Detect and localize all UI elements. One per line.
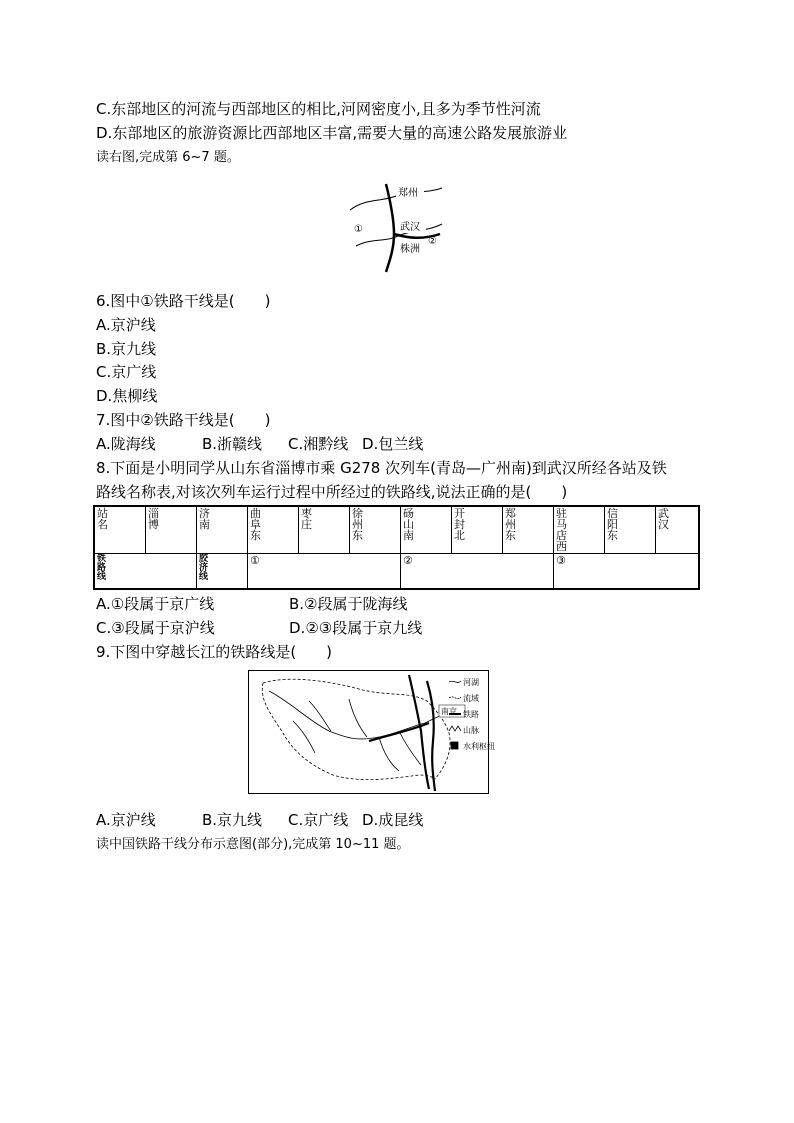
q7-stem: 7.图中②铁路干线是( ) — [96, 411, 271, 429]
segment-cell-1: ① — [248, 554, 401, 590]
station-cell: 信阳东 — [607, 507, 618, 542]
q7-option-b: B.浙赣线 — [202, 435, 263, 453]
line-cell-jiaoji: 胶济线 — [199, 554, 209, 582]
q8-stem-2: 路线名称表,对该次列车运行过程中所经过的铁路线,说法正确的是( ) — [96, 483, 568, 501]
q6-option-b: B.京九线 — [96, 340, 157, 358]
option-c-line: C.东部地区的河流与西部地区的相比,河网密度小,且多为季节性河流 — [96, 100, 541, 118]
q8-options-row-1 — [96, 593, 408, 615]
table-header-line: 铁路线 — [97, 554, 107, 582]
station-cell: 徐州东 — [352, 507, 363, 542]
q6-option-c: C.京广线 — [96, 363, 157, 381]
station-cell: 淄博 — [148, 507, 159, 531]
q8-stem-1: 8.下面是小明同学从山东省淄博市乘 G278 次列车(青岛—广州南)到武汉所经各站及铁 — [96, 459, 667, 477]
q6-stem: 6.图中①铁路干线是( ) — [96, 292, 271, 310]
map1-label-zhuzhou: 株洲 — [400, 244, 420, 255]
station-cell: 武汉 — [658, 507, 669, 531]
station-cell: 济南 — [199, 507, 210, 531]
station-cell: 郑州东 — [505, 507, 516, 542]
q9-option-a: A.京沪线 — [96, 811, 156, 829]
q7-option-c: C.湘黔线 — [288, 435, 349, 453]
dam-legend-icon — [451, 742, 458, 749]
q9-option-b: B.京九线 — [202, 811, 263, 829]
station-cell: 驻马店西 — [556, 507, 567, 553]
q9-option-d: D.成昆线 — [362, 811, 424, 829]
yangtze-basin-map — [248, 670, 495, 794]
station-cell: 开封北 — [454, 507, 465, 542]
map2-label-nanjing: 南京 — [441, 707, 457, 716]
station-table — [93, 505, 700, 590]
q8-options-row-2 — [96, 617, 422, 639]
station-cell: 曲阜东 — [250, 507, 261, 542]
q6-option-d: D.焦柳线 — [96, 387, 158, 405]
basin-legend-icon — [449, 697, 461, 699]
q7-option-d: D.包兰线 — [362, 435, 424, 453]
station-cell: 砀山南 — [403, 507, 414, 542]
q6-option-a: A.京沪线 — [96, 316, 156, 334]
segment-cell-3: ③ — [554, 554, 700, 590]
intro-10-11: 读中国铁路干线分布示意图(部分),完成第 10~11 题。 — [96, 837, 410, 852]
legend-basin: 流域 — [463, 694, 479, 703]
q9-options — [96, 809, 423, 831]
railway-sketch-map — [346, 180, 446, 276]
map1-marker-1: ① — [354, 224, 363, 235]
q9-option-c: C.京广线 — [288, 811, 349, 829]
option-d-line: D.东部地区的旅游资源比西部地区丰富,需要大量的高速公路发展旅游业 — [96, 124, 568, 142]
table-header-station: 站名 — [97, 507, 108, 531]
map1-marker-2: ② — [428, 236, 437, 247]
station-cell: 枣庄 — [301, 507, 312, 531]
river-legend-icon — [449, 681, 461, 682]
map1-label-wuhan: 武汉 — [400, 222, 420, 233]
q7-options — [96, 433, 423, 455]
q8-option-b: B.②段属于陇海线 — [289, 595, 408, 613]
q9-stem: 9.下图中穿越长江的铁路线是( ) — [96, 643, 333, 661]
intro-6-7: 读右图,完成第 6~7 题。 — [96, 150, 240, 165]
legend-river: 河湖 — [463, 678, 479, 687]
legend-dam: 水利枢纽 — [463, 742, 495, 751]
q8-option-d: D.②③段属于京九线 — [289, 619, 423, 637]
legend-railway: 铁路 — [463, 710, 479, 719]
q8-option-c: C.③段属于京沪线 — [96, 619, 215, 637]
map1-label-zhengzhou: 郑州 — [398, 188, 418, 199]
legend-mountain: 山脉 — [463, 726, 479, 735]
segment-cell-2: ② — [401, 554, 554, 590]
q7-option-a: A.陇海线 — [96, 435, 156, 453]
q8-option-a: A.①段属于京广线 — [96, 595, 215, 613]
mountain-legend-icon — [449, 726, 461, 731]
